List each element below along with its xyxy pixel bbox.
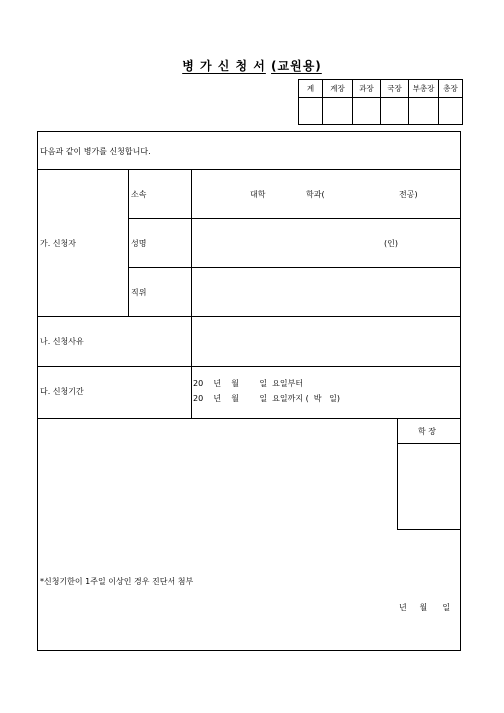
approval-table [298, 79, 463, 125]
reason-label: 나. 신청사유 [40, 337, 84, 346]
form-frame [37, 131, 461, 651]
divider [128, 169, 129, 316]
period-label: 다. 신청기간 [40, 387, 84, 396]
approval-signature-cell[interactable] [323, 98, 353, 125]
affiliation-major[interactable]: 전공) [399, 190, 418, 199]
divider [37, 366, 461, 367]
dean-label: 학 장 [418, 427, 436, 436]
approval-signature-cell[interactable] [299, 98, 323, 125]
approval-header: 과장 [353, 80, 381, 98]
approval-signature-cell[interactable] [409, 98, 439, 125]
affiliation-univ[interactable]: 대학 [250, 190, 266, 199]
divider [128, 218, 461, 219]
dean-signature-cell[interactable] [398, 444, 460, 529]
affiliation-dept[interactable]: 학과( [306, 190, 325, 199]
period-start[interactable]: 20 년 월 일 요일부터 [193, 379, 304, 388]
intro-text: 다음과 같이 병가를 신청합니다. [40, 147, 151, 156]
seal-mark: (인) [384, 239, 398, 248]
page-title [0, 57, 504, 74]
period-end[interactable]: 20 년 월 일 요일까지 ( 박 일) [193, 394, 341, 403]
approval-signature-cell[interactable] [439, 98, 463, 125]
date-line[interactable]: 년 월 일 [399, 603, 451, 612]
position-label: 직위 [131, 288, 147, 297]
affiliation-label: 소속 [131, 190, 147, 199]
approval-signature-cell[interactable] [381, 98, 409, 125]
divider [128, 267, 461, 268]
approval-header: 국장 [381, 80, 409, 98]
approval-header: 부총장 [409, 80, 439, 98]
form-subtitle: (교원용) [271, 59, 322, 73]
name-label: 성명 [131, 239, 147, 248]
form-title: 병 가 신 청 서 [182, 59, 266, 73]
approval-signature-cell[interactable] [353, 98, 381, 125]
applicant-label: 가. 신청자 [40, 239, 76, 248]
approval-header: 계 [299, 80, 323, 98]
attachment-note: *신청기한이 1주일 이상인 경우 진단서 첨부 [40, 577, 194, 586]
divider [191, 169, 192, 418]
approval-header: 계장 [323, 80, 353, 98]
divider [37, 169, 461, 170]
divider [37, 316, 461, 317]
approval-header: 총장 [439, 80, 463, 98]
